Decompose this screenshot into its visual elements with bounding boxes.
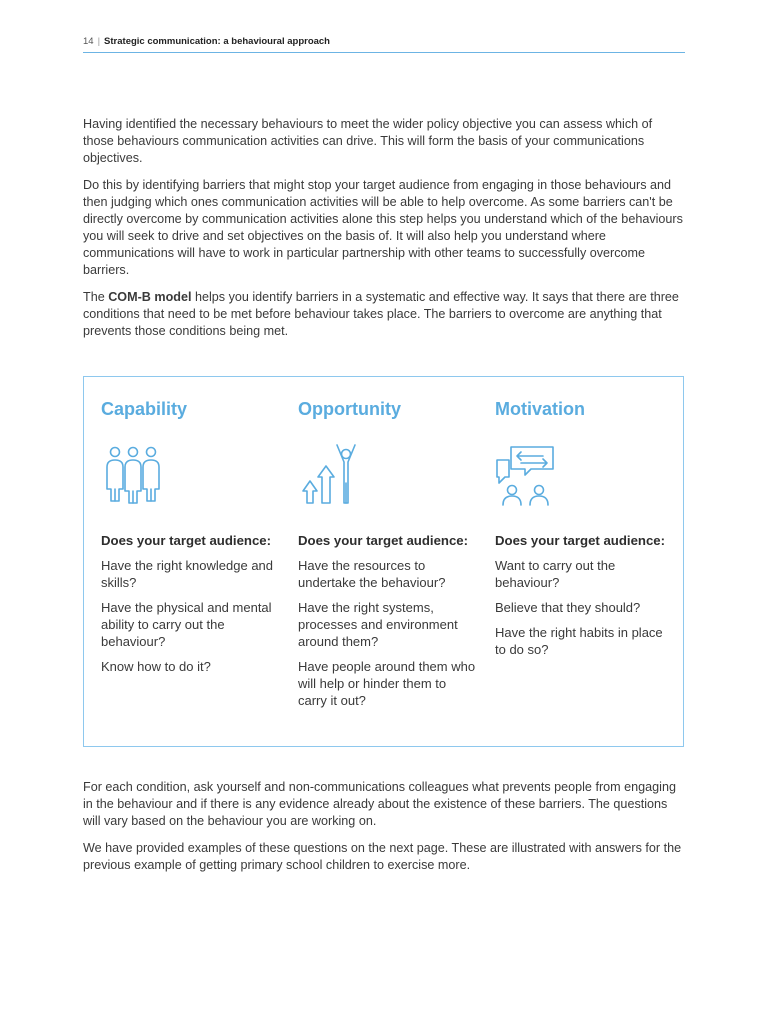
opportunity-question: Does your target audience: (298, 533, 469, 548)
closing-paragraph-2: We have provided examples of these questions on the next page. These are illustrated with answers for the previous example of getting primary school children to exercise more. (83, 841, 682, 872)
opportunity-item: Have the resources to undertake the behaviour? (298, 558, 446, 590)
motivation-question: Does your target audience: (495, 533, 666, 548)
people-group-icon (101, 443, 165, 507)
page-number: 14 (83, 36, 94, 47)
com-b-panel (83, 376, 684, 747)
paragraph-3-suffix: helps you identify barriers in a systematic and effective way. It says that there are three conditions that need to be met before behaviour takes place. The barriers to overcome are anything that prevents those conditions being met. (83, 290, 679, 338)
motivation-title: Motivation (495, 399, 585, 419)
closing-section (83, 779, 685, 884)
document-title: Strategic communication: a behavioural approach (104, 36, 330, 47)
closing-paragraph-1: For each condition, ask yourself and non-communications colleagues what prevents people from engaging in the behaviour and if there is any evidence already about the existence of these barriers. The questions will vary based on the behaviour you are working on. (83, 780, 676, 828)
running-header (83, 36, 685, 53)
opportunity-title: Opportunity (298, 399, 401, 419)
motivation-text (495, 532, 675, 666)
capability-question: Does your target audience: (101, 533, 272, 548)
header-separator: | (97, 36, 101, 47)
conversation-icon (495, 443, 559, 507)
capability-title: Capability (101, 399, 188, 419)
com-b-model-term: COM-B model (108, 290, 192, 304)
motivation-item: Have the right habits in place to do so? (495, 625, 663, 657)
paragraph-3-prefix: The (83, 290, 109, 304)
opportunity-item: Have people around them who will help or hinder them to carry it out? (298, 659, 476, 708)
capability-text (101, 532, 281, 683)
capability-item: Have the physical and mental ability to carry out the behaviour? (101, 600, 272, 649)
intro-paragraph-1: Having identified the necessary behaviours to meet the wider policy objective you can assess which of those behaviours communication activities can drive. This will form the basis of your communications objectives. (83, 117, 653, 165)
intro-paragraph-3 (83, 289, 685, 340)
motivation-item: Believe that they should? (495, 600, 641, 615)
motivation-item: Want to carry out the behaviour? (495, 558, 616, 590)
opportunity-text (298, 532, 478, 717)
intro-section (83, 116, 685, 350)
opportunity-item: Have the right systems, processes and environment around them? (298, 600, 458, 649)
capability-item: Know how to do it? (101, 659, 211, 674)
intro-paragraph-2: Do this by identifying barriers that might stop your target audience from engaging in those behaviours and then judging which ones communication activities will be able to help overcome. As some barriers can't be directly overcome by communication activities alone this step helps you understand which of the behaviours you will seek to drive and set objectives on the basis of. It will also help you understand where communications will have to work in particular partnership with other teams to successfully overcome barriers. (83, 178, 683, 277)
capability-item: Have the right knowledge and skills? (101, 558, 274, 590)
arrows-up-person-icon (298, 443, 362, 507)
